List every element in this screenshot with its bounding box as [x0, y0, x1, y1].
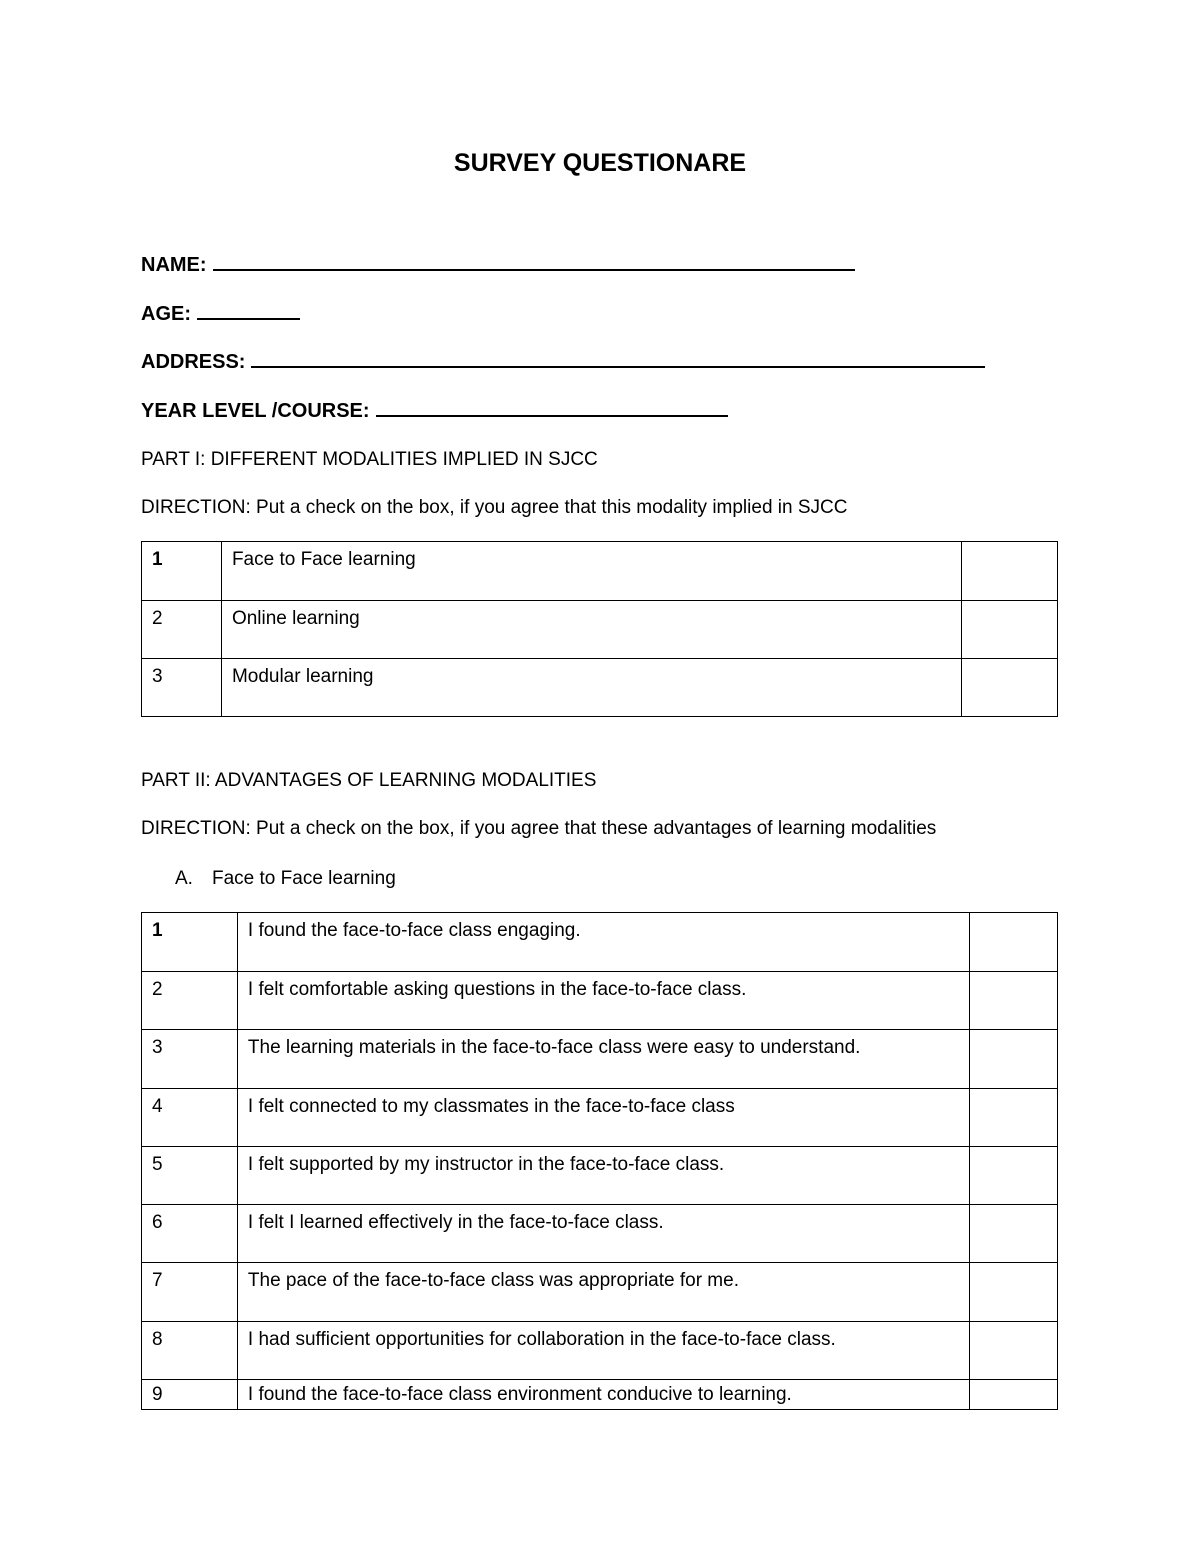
- row-number: 2: [142, 601, 222, 659]
- address-blank-line[interactable]: [251, 348, 985, 368]
- row-number: 8: [142, 1322, 238, 1380]
- part1-table: [141, 541, 1058, 717]
- row-number: 5: [142, 1147, 238, 1205]
- year-level-field: [141, 397, 728, 425]
- page-title: SURVEY QUESTIONARE: [453, 149, 747, 177]
- part1-direction: DIRECTION: Put a check on the box, if you agree that this modality implied in SJCC: [141, 497, 848, 518]
- table-row: [142, 1263, 1058, 1322]
- row-number: 4: [142, 1089, 238, 1147]
- table-row: [142, 1205, 1058, 1263]
- table-row: [142, 1147, 1058, 1205]
- check-box-cell[interactable]: [962, 601, 1058, 659]
- table-row: [142, 601, 1058, 659]
- row-statement: I felt comfortable asking questions in the face-to-face class.: [237, 972, 969, 1030]
- row-number: 7: [142, 1263, 238, 1322]
- part1-heading: PART I: DIFFERENT MODALITIES IMPLIED IN SJCC: [141, 449, 598, 470]
- row-number: 3: [142, 659, 222, 717]
- part2-heading: PART II: ADVANTAGES OF LEARNING MODALITIES: [141, 770, 597, 791]
- row-number: 9: [142, 1380, 238, 1410]
- row-statement: I found the face-to-face class environment conducive to learning.: [237, 1380, 969, 1410]
- age-field: [141, 300, 300, 328]
- section-a-heading: [175, 865, 396, 893]
- table-row: [142, 542, 1058, 601]
- table-row: [142, 1380, 1058, 1410]
- table-row: [142, 1030, 1058, 1089]
- part2-direction: DIRECTION: Put a check on the box, if you agree that these advantages of learning modalities: [141, 818, 937, 839]
- row-statement: The pace of the face-to-face class was appropriate for me.: [237, 1263, 969, 1322]
- section-a-label: Face to Face learning: [212, 868, 396, 889]
- row-number: 6: [142, 1205, 238, 1263]
- row-statement: I felt supported by my instructor in the face-to-face class.: [237, 1147, 969, 1205]
- row-statement: Face to Face learning: [221, 542, 961, 601]
- address-field: [141, 348, 985, 376]
- name-field: [141, 251, 855, 279]
- check-box-cell[interactable]: [970, 1205, 1058, 1263]
- table-row: [142, 972, 1058, 1030]
- row-statement: I felt I learned effectively in the face-to-face class.: [237, 1205, 969, 1263]
- table-row: [142, 913, 1058, 972]
- check-box-cell[interactable]: [962, 659, 1058, 717]
- row-number: 1: [142, 542, 222, 601]
- check-box-cell[interactable]: [970, 1322, 1058, 1380]
- check-box-cell[interactable]: [970, 1030, 1058, 1089]
- address-label: ADDRESS:: [141, 351, 246, 373]
- row-statement: I found the face-to-face class engaging.: [237, 913, 969, 972]
- age-blank-line[interactable]: [197, 300, 300, 320]
- row-statement: Online learning: [221, 601, 961, 659]
- check-box-cell[interactable]: [970, 913, 1058, 972]
- check-box-cell[interactable]: [970, 1147, 1058, 1205]
- year-level-blank-line[interactable]: [376, 397, 728, 417]
- part2-table: [141, 912, 1058, 1410]
- name-blank-line[interactable]: [213, 251, 855, 271]
- row-statement: Modular learning: [221, 659, 961, 717]
- table-row: [142, 1322, 1058, 1380]
- check-box-cell[interactable]: [970, 1380, 1058, 1410]
- name-label: NAME:: [141, 254, 207, 276]
- row-statement: The learning materials in the face-to-face class were easy to understand.: [237, 1030, 969, 1089]
- year-level-label: YEAR LEVEL /COURSE:: [141, 400, 370, 422]
- age-label: AGE:: [141, 303, 191, 325]
- section-a-marker: A.: [175, 868, 193, 889]
- check-box-cell[interactable]: [962, 542, 1058, 601]
- row-number: 2: [142, 972, 238, 1030]
- row-statement: I felt connected to my classmates in the face-to-face class: [237, 1089, 969, 1147]
- check-box-cell[interactable]: [970, 1089, 1058, 1147]
- row-number: 1: [142, 913, 238, 972]
- row-number: 3: [142, 1030, 238, 1089]
- check-box-cell[interactable]: [970, 972, 1058, 1030]
- table-row: [142, 659, 1058, 717]
- row-statement: I had sufficient opportunities for collaboration in the face-to-face class.: [237, 1322, 969, 1380]
- check-box-cell[interactable]: [970, 1263, 1058, 1322]
- table-row: [142, 1089, 1058, 1147]
